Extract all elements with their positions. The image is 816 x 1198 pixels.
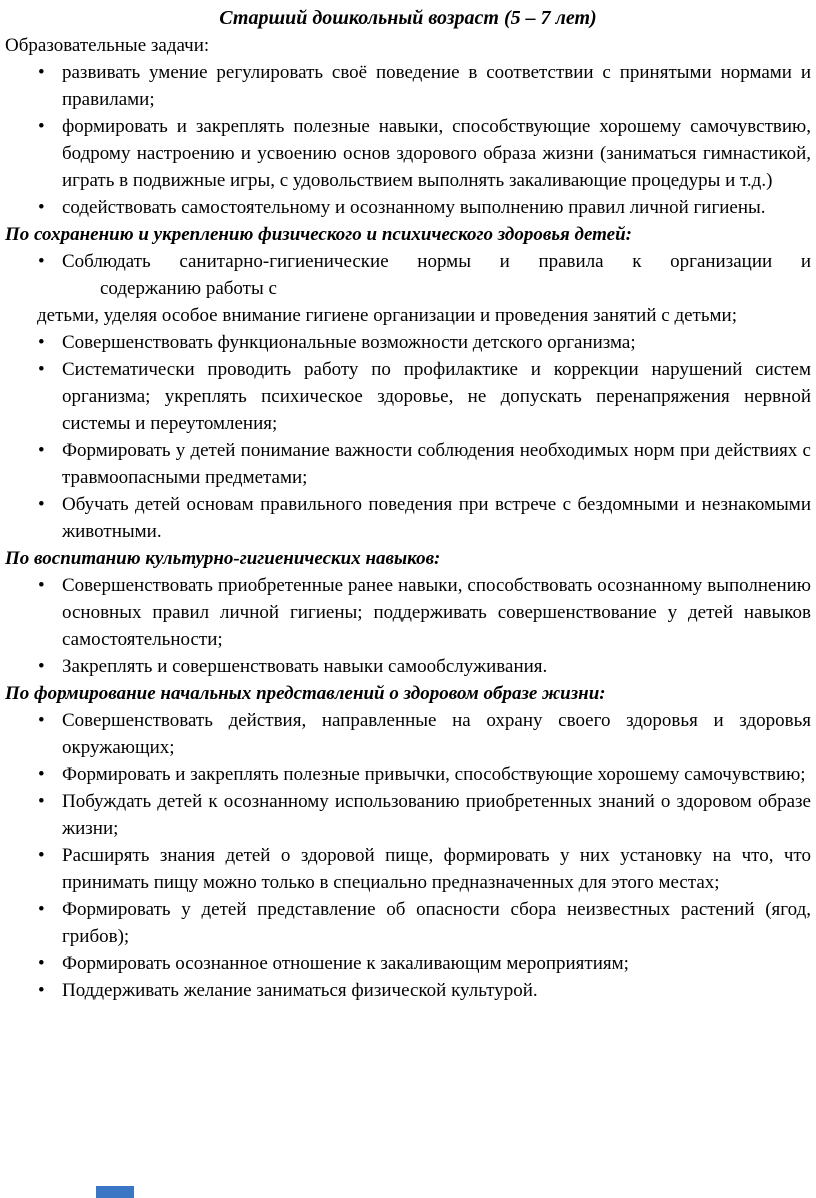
list-item: • Побуждать детей к осознанному использованию приобретенных знаний о здоровом образе жизни; <box>5 788 811 842</box>
list-item: • Обучать детей основам правильного поведения при встрече с бездомными и незнакомыми животными. <box>5 491 811 545</box>
section-heading: По сохранению и укреплению физического и психического здоровья детей: <box>5 224 632 245</box>
list-item <box>5 248 811 329</box>
list-item: • содействовать самостоятельному и осознанному выполнению правил личной гигиены. <box>5 194 811 221</box>
section-heading: Образовательные задачи: <box>5 35 210 56</box>
list-item: • Формировать у детей представление об опасности сбора неизвестных растений (ягод, грибов); <box>5 896 811 950</box>
list-item-line: • Соблюдать санитарно-гигиенические нормы и правила к организации и <box>62 251 811 272</box>
list-item: • Формировать и закреплять полезные привычки, способствующие хорошему самочувствию; <box>5 761 811 788</box>
list-item-line: содержанию работы с <box>100 278 277 299</box>
bullet-list <box>5 248 811 545</box>
bullet-list <box>5 707 811 1004</box>
bullet-list <box>5 572 811 680</box>
list-item: • Совершенствовать функциональные возможности детского организма; <box>5 329 811 356</box>
section-heading: По воспитанию культурно-гигиенических навыков: <box>5 548 441 569</box>
list-item: • Формировать у детей понимание важности соблюдения необходимых норм при действиях с травмоопасными предметами; <box>5 437 811 491</box>
section-heading: По формирование начальных представлений о здоровом образе жизни: <box>5 683 606 704</box>
list-item: • Формировать осознанное отношение к закаливающим мероприятиям; <box>5 950 811 977</box>
list-item: • Совершенствовать действия, направленные на охрану своего здоровья и здоровья окружающих; <box>5 707 811 761</box>
list-item: • Совершенствовать приобретенные ранее навыки, способствовать осознанному выполнению основных правил личной гигиены; поддерживать совершенствование у детей навыков самостоятельности; <box>5 572 811 653</box>
list-item-line: детьми, уделяя особое внимание гигиене организации и проведения занятий с детьми; <box>37 305 737 326</box>
partial-embedded-image <box>96 1186 134 1198</box>
section-healthy-lifestyle <box>5 680 811 1004</box>
list-item: • Расширять знания детей о здоровой пище, формировать у них установку на что, что принимать пищу можно только в специально предназначенных для этого местах; <box>5 842 811 896</box>
page-title: Старший дошкольный возраст (5 – 7 лет) <box>219 7 597 29</box>
list-item: • Закреплять и совершенствовать навыки самообслуживания. <box>5 653 811 680</box>
section-education-tasks <box>5 32 811 221</box>
list-item: • формировать и закреплять полезные навыки, способствующие хорошему самочувствию, бодрому настроению и усвоению основ здорового образа жизни (заниматься гимнастикой, играть в подвижные игры, с удовольствием выполнять закаливающие процедуры и т.д.) <box>5 113 811 194</box>
bullet-list <box>5 59 811 221</box>
section-hygiene-skills <box>5 545 811 680</box>
list-item: • Систематически проводить работу по профилактике и коррекции нарушений систем организма; укреплять психическое здоровье, не допускать перенапряжения нервной системы и переутомления; <box>5 356 811 437</box>
list-item: • развивать умение регулировать своё поведение в соответствии с принятыми нормами и правилами; <box>5 59 811 113</box>
section-physical-mental-health <box>5 221 811 545</box>
list-item: • Поддерживать желание заниматься физической культурой. <box>5 977 811 1004</box>
